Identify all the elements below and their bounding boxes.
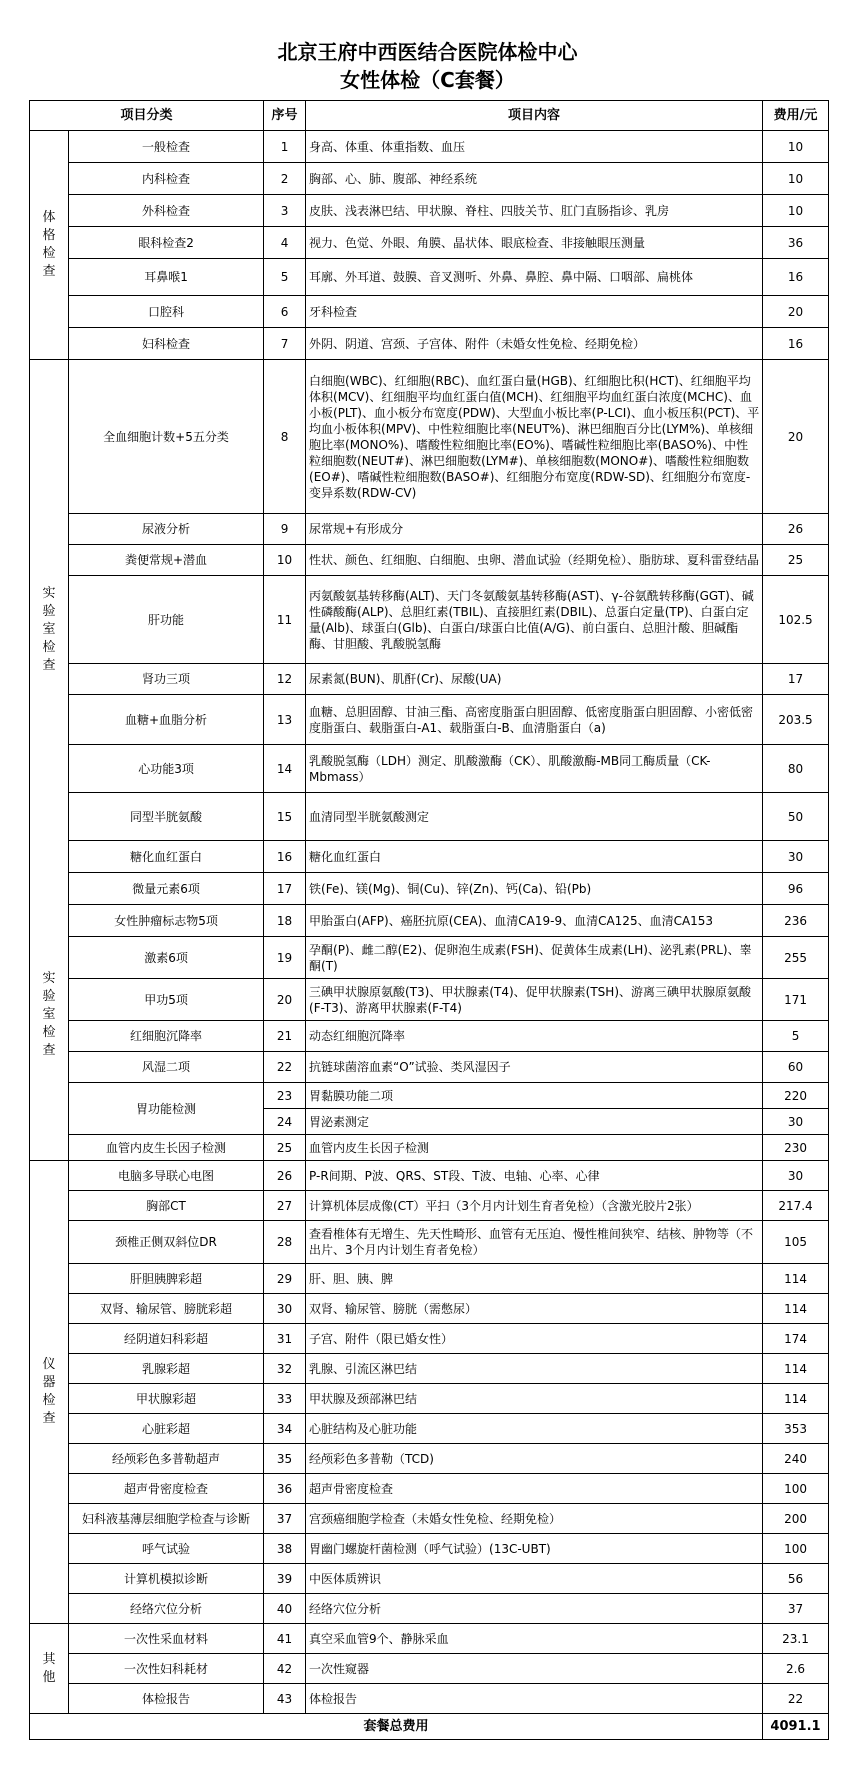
item-content: 耳廓、外耳道、鼓膜、音叉测听、外鼻、鼻腔、鼻中隔、口咽部、扁桃体 — [306, 259, 763, 296]
group-lab-exam — [30, 360, 69, 1161]
item-fee: 5 — [763, 1021, 829, 1052]
table-row — [30, 131, 829, 163]
item-fee: 96 — [763, 873, 829, 905]
group-label: 实验室检查 — [42, 586, 56, 673]
table-row — [30, 1534, 829, 1564]
table-row — [30, 296, 829, 328]
item-name: 心功能3项 — [69, 745, 264, 793]
table-row — [30, 1684, 829, 1714]
column-header-fee: 费用/元 — [763, 101, 829, 131]
table-row — [30, 1354, 829, 1384]
item-content: 甲状腺及颈部淋巴结 — [306, 1384, 763, 1414]
item-content: 中医体质辨识 — [306, 1564, 763, 1594]
item-seq: 20 — [264, 979, 306, 1021]
item-name: 呼气试验 — [69, 1534, 264, 1564]
item-content: 计算机体层成像(CT）平扫（3个月内计划生育者免检）（含激光胶片2张） — [306, 1191, 763, 1221]
item-seq: 38 — [264, 1534, 306, 1564]
table-row — [30, 664, 829, 695]
item-name: 甲状腺彩超 — [69, 1384, 264, 1414]
table-row — [30, 1264, 829, 1294]
table-row — [30, 1294, 829, 1324]
item-content: 血管内皮生长因子检测 — [306, 1135, 763, 1161]
table-row — [30, 1052, 829, 1083]
table-row — [30, 1444, 829, 1474]
item-fee: 200 — [763, 1504, 829, 1534]
item-fee: 60 — [763, 1052, 829, 1083]
group-label: 仪器检查 — [42, 1357, 56, 1426]
item-name: 肾功三项 — [69, 664, 264, 695]
table-row — [30, 841, 829, 873]
item-name: 粪便常规+潜血 — [69, 545, 264, 576]
item-content: 甲胎蛋白(AFP)、癌胚抗原(CEA)、血清CA19-9、血清CA125、血清CA153 — [306, 905, 763, 937]
item-fee: 50 — [763, 793, 829, 841]
item-seq: 31 — [264, 1324, 306, 1354]
item-fee: 102.5 — [763, 576, 829, 664]
item-name: 体检报告 — [69, 1684, 264, 1714]
item-seq: 2 — [264, 163, 306, 195]
item-seq: 26 — [264, 1161, 306, 1191]
item-name: 血管内皮生长因子检测 — [69, 1135, 264, 1161]
item-fee: 105 — [763, 1221, 829, 1264]
item-fee: 56 — [763, 1564, 829, 1594]
group-instrument-exam — [30, 1161, 69, 1624]
item-name: 一次性采血材料 — [69, 1624, 264, 1654]
item-fee: 240 — [763, 1444, 829, 1474]
item-fee: 36 — [763, 227, 829, 259]
group-label: 其他 — [42, 1651, 56, 1685]
item-name: 外科检查 — [69, 195, 264, 227]
item-seq: 28 — [264, 1221, 306, 1264]
item-seq: 19 — [264, 937, 306, 979]
item-fee: 30 — [763, 1161, 829, 1191]
item-fee: 230 — [763, 1135, 829, 1161]
item-name: 内科检查 — [69, 163, 264, 195]
table-row — [30, 259, 829, 296]
item-name: 尿液分析 — [69, 514, 264, 545]
item-name: 糖化血红蛋白 — [69, 841, 264, 873]
item-seq: 43 — [264, 1684, 306, 1714]
total-label: 套餐总费用 — [30, 1714, 763, 1740]
item-seq: 3 — [264, 195, 306, 227]
table-row — [30, 1564, 829, 1594]
table-row — [30, 1504, 829, 1534]
item-name: 心脏彩超 — [69, 1414, 264, 1444]
table-row — [30, 745, 829, 793]
table-row — [30, 1083, 829, 1109]
item-content: 尿素氮(BUN)、肌酐(Cr)、尿酸(UA) — [306, 664, 763, 695]
item-name: 妇科检查 — [69, 328, 264, 360]
item-fee: 220 — [763, 1083, 829, 1109]
item-content: 孕酮(P)、雌二醇(E2)、促卵泡生成素(FSH)、促黄体生成素(LH)、泌乳素(PRL)、睾酮(T) — [306, 937, 763, 979]
table-row — [30, 1384, 829, 1414]
total-row — [30, 1714, 829, 1740]
item-seq: 25 — [264, 1135, 306, 1161]
item-seq: 23 — [264, 1083, 306, 1109]
group-physical-exam — [30, 131, 69, 360]
item-name: 口腔科 — [69, 296, 264, 328]
table-row — [30, 1161, 829, 1191]
item-seq: 22 — [264, 1052, 306, 1083]
table-row — [30, 514, 829, 545]
item-content: 乳腺、引流区淋巴结 — [306, 1354, 763, 1384]
item-fee: 80 — [763, 745, 829, 793]
item-content: 丙氨酸氨基转移酶(ALT)、天门冬氨酸氨基转移酶(AST)、γ-谷氨酰转移酶(GGT)、碱性磷酸酶(ALP)、总胆红素(TBIL)、直接胆红素(DBIL)、总蛋白定量(TP)、白蛋白定量(Alb)、球蛋白(Glb)、白蛋白/球蛋白比值(A/G)、前白蛋白、总胆汁酸、胆碱酯酶、甘胆酸、乳酸脱氢酶 — [306, 576, 763, 664]
table-row — [30, 360, 829, 514]
item-fee: 10 — [763, 195, 829, 227]
item-fee: 16 — [763, 259, 829, 296]
item-name: 胸部CT — [69, 1191, 264, 1221]
item-content: 动态红细胞沉降率 — [306, 1021, 763, 1052]
item-content: 心脏结构及心脏功能 — [306, 1414, 763, 1444]
package-title: 女性体检（C套餐） — [340, 68, 515, 92]
item-seq: 18 — [264, 905, 306, 937]
item-content: 胃幽门螺旋杆菌检测（呼气试验）(13C-UBT) — [306, 1534, 763, 1564]
item-name: 风湿二项 — [69, 1052, 264, 1083]
item-content: 视力、色觉、外眼、角膜、晶状体、眼底检查、非接触眼压测量 — [306, 227, 763, 259]
item-seq: 42 — [264, 1654, 306, 1684]
item-content: 性状、颜色、红细胞、白细胞、虫卵、潜血试验（经期免检）、脂肪球、夏科雷登结晶 — [306, 545, 763, 576]
item-name: 颈椎正侧双斜位DR — [69, 1221, 264, 1264]
item-seq: 10 — [264, 545, 306, 576]
table-row — [30, 1221, 829, 1264]
item-name: 激素6项 — [69, 937, 264, 979]
item-name: 电脑多导联心电图 — [69, 1161, 264, 1191]
item-fee: 10 — [763, 131, 829, 163]
item-seq: 7 — [264, 328, 306, 360]
item-fee: 236 — [763, 905, 829, 937]
table-row — [30, 905, 829, 937]
item-seq: 30 — [264, 1294, 306, 1324]
item-name: 经阴道妇科彩超 — [69, 1324, 264, 1354]
item-fee: 30 — [763, 1109, 829, 1135]
item-fee: 23.1 — [763, 1624, 829, 1654]
item-content: 经颅彩色多普勒（TCD) — [306, 1444, 763, 1474]
item-fee: 20 — [763, 360, 829, 514]
item-fee: 203.5 — [763, 695, 829, 745]
column-header-content: 项目内容 — [306, 101, 763, 131]
item-content: 子宫、附件（限已婚女性） — [306, 1324, 763, 1354]
table-row — [30, 1624, 829, 1654]
item-name: 妇科液基薄层细胞学检查与诊断 — [69, 1504, 264, 1534]
item-seq: 9 — [264, 514, 306, 545]
hospital-title: 北京王府中西医结合医院体检中心 — [277, 40, 578, 64]
item-content: 铁(Fe)、镁(Mg)、铜(Cu)、锌(Zn)、钙(Ca)、铅(Pb) — [306, 873, 763, 905]
table-row — [30, 937, 829, 979]
table-row — [30, 1414, 829, 1444]
table-row — [30, 1324, 829, 1354]
item-name: 经颅彩色多普勒超声 — [69, 1444, 264, 1474]
item-fee: 22 — [763, 1684, 829, 1714]
item-name: 乳腺彩超 — [69, 1354, 264, 1384]
item-seq: 35 — [264, 1444, 306, 1474]
item-seq: 12 — [264, 664, 306, 695]
group-label-repeat: 实验室检查 — [42, 971, 56, 1058]
table-row — [30, 163, 829, 195]
exam-package-table — [29, 100, 829, 1740]
item-fee: 20 — [763, 296, 829, 328]
table-row — [30, 576, 829, 664]
item-content: 乳酸脱氢酶（LDH）测定、肌酸激酶（CK）、肌酸激酶-MB同工酶质量（CK-Mbmass） — [306, 745, 763, 793]
item-content: 经络穴位分析 — [306, 1594, 763, 1624]
item-content: 双肾、输尿管、膀胱（需憋尿） — [306, 1294, 763, 1324]
item-fee: 217.4 — [763, 1191, 829, 1221]
item-content: 胸部、心、肺、腹部、神经系统 — [306, 163, 763, 195]
item-fee: 17 — [763, 664, 829, 695]
item-content: 抗链球菌溶血素“O”试验、类风湿因子 — [306, 1052, 763, 1083]
item-name: 甲功5项 — [69, 979, 264, 1021]
item-seq: 15 — [264, 793, 306, 841]
item-fee: 174 — [763, 1324, 829, 1354]
item-content: 体检报告 — [306, 1684, 763, 1714]
table-row — [30, 793, 829, 841]
item-content: 血糖、总胆固醇、甘油三酯、高密度脂蛋白胆固醇、低密度脂蛋白胆固醇、小密低密度脂蛋白、载脂蛋白-A1、载脂蛋白-B、血清脂蛋白（a) — [306, 695, 763, 745]
table-row — [30, 195, 829, 227]
table-row — [30, 545, 829, 576]
item-name: 肝胆胰脾彩超 — [69, 1264, 264, 1294]
item-seq: 37 — [264, 1504, 306, 1534]
item-seq: 40 — [264, 1594, 306, 1624]
item-name: 同型半胱氨酸 — [69, 793, 264, 841]
item-content: 三碘甲状腺原氨酸(T3)、甲状腺素(T4)、促甲状腺素(TSH)、游离三碘甲状腺原氨酸(F-T3)、游离甲状腺素(F-T4) — [306, 979, 763, 1021]
item-seq: 34 — [264, 1414, 306, 1444]
item-seq: 21 — [264, 1021, 306, 1052]
item-name: 眼科检查2 — [69, 227, 264, 259]
item-fee: 16 — [763, 328, 829, 360]
item-fee: 114 — [763, 1384, 829, 1414]
group-other — [30, 1624, 69, 1714]
item-name: 血糖+血脂分析 — [69, 695, 264, 745]
item-name: 经络穴位分析 — [69, 1594, 264, 1624]
table-row — [30, 1021, 829, 1052]
item-seq: 11 — [264, 576, 306, 664]
item-seq: 41 — [264, 1624, 306, 1654]
item-fee: 26 — [763, 514, 829, 545]
item-name: 双肾、输尿管、膀胱彩超 — [69, 1294, 264, 1324]
item-seq: 4 — [264, 227, 306, 259]
item-name: 女性肿瘤标志物5项 — [69, 905, 264, 937]
item-content: 皮肤、浅表淋巴结、甲状腺、脊柱、四肢关节、肛门直肠指诊、乳房 — [306, 195, 763, 227]
item-seq: 36 — [264, 1474, 306, 1504]
item-fee: 100 — [763, 1534, 829, 1564]
item-fee: 100 — [763, 1474, 829, 1504]
item-fee: 10 — [763, 163, 829, 195]
item-seq: 32 — [264, 1354, 306, 1384]
table-row — [30, 227, 829, 259]
item-content: 牙科检查 — [306, 296, 763, 328]
item-content: P-R间期、P波、QRS、ST段、T波、电轴、心率、心律 — [306, 1161, 763, 1191]
item-seq: 33 — [264, 1384, 306, 1414]
item-seq: 13 — [264, 695, 306, 745]
column-header-seq: 序号 — [264, 101, 306, 131]
table-row — [30, 1135, 829, 1161]
item-fee: 255 — [763, 937, 829, 979]
item-name: 计算机模拟诊断 — [69, 1564, 264, 1594]
item-name: 一次性妇科耗材 — [69, 1654, 264, 1684]
item-content: 胃泌素测定 — [306, 1109, 763, 1135]
table-row — [30, 1654, 829, 1684]
item-name: 全血细胞计数+5五分类 — [69, 360, 264, 514]
column-header-category: 项目分类 — [30, 101, 264, 131]
item-fee: 353 — [763, 1414, 829, 1444]
table-row — [30, 1191, 829, 1221]
item-seq: 16 — [264, 841, 306, 873]
item-content: 肝、胆、胰、脾 — [306, 1264, 763, 1294]
item-name: 微量元素6项 — [69, 873, 264, 905]
item-seq: 27 — [264, 1191, 306, 1221]
item-fee: 114 — [763, 1354, 829, 1384]
item-seq: 1 — [264, 131, 306, 163]
item-name: 胃功能检测 — [69, 1083, 264, 1135]
table-header-row — [30, 101, 829, 131]
item-name: 超声骨密度检查 — [69, 1474, 264, 1504]
item-fee: 114 — [763, 1294, 829, 1324]
item-content: 胃黏膜功能二项 — [306, 1083, 763, 1109]
item-seq: 5 — [264, 259, 306, 296]
item-fee: 30 — [763, 841, 829, 873]
item-content: 一次性窥器 — [306, 1654, 763, 1684]
item-seq: 24 — [264, 1109, 306, 1135]
item-fee: 171 — [763, 979, 829, 1021]
item-seq: 8 — [264, 360, 306, 514]
item-seq: 6 — [264, 296, 306, 328]
item-content: 血清同型半胱氨酸测定 — [306, 793, 763, 841]
item-name: 耳鼻喉1 — [69, 259, 264, 296]
item-content: 白细胞(WBC)、红细胞(RBC)、血红蛋白量(HGB)、红细胞比积(HCT)、红细胞平均体积(MCV)、红细胞平均血红蛋白值(MCH)、红细胞平均血红蛋白浓度(MCHC)、血小板(PLT)、血小板分布宽度(PDW)、大型血小板比率(P-LCI)、血小板压积(PCT)、平均血小板体积(MPV)、中性粒细胞比率(NEUT%)、淋巴细胞百分比(LYM%)、单核细胞比率(MONO%)、嗜酸性粒细胞比率(EO%)、嗜碱性粒细胞比率(BASO%)、中性粒细胞数(NEUT#)、淋巴细胞数(LYM#)、单核细胞数(MONO#)、嗜酸性粒细胞数(EO#)、嗜碱性粒细胞数(BASO#)、红细胞分布宽度(RDW-SD)、红细胞分布宽度-变异系数(RDW-CV) — [306, 360, 763, 514]
table-row — [30, 979, 829, 1021]
item-content: 真空采血管9个、静脉采血 — [306, 1624, 763, 1654]
item-content: 查看椎体有无增生、先天性畸形、血管有无压迫、慢性椎间狭窄、结核、肿物等（不出片、3个月内计划生育者免检） — [306, 1221, 763, 1264]
item-fee: 114 — [763, 1264, 829, 1294]
item-content: 超声骨密度检查 — [306, 1474, 763, 1504]
item-name: 红细胞沉降率 — [69, 1021, 264, 1052]
table-row — [30, 1474, 829, 1504]
item-content: 宫颈癌细胞学检查（未婚女性免检、经期免检） — [306, 1504, 763, 1534]
item-fee: 37 — [763, 1594, 829, 1624]
item-name: 一般检查 — [69, 131, 264, 163]
table-row — [30, 873, 829, 905]
item-name: 肝功能 — [69, 576, 264, 664]
total-fee: 4091.1 — [763, 1714, 829, 1740]
item-fee: 25 — [763, 545, 829, 576]
item-content: 糖化血红蛋白 — [306, 841, 763, 873]
table-row — [30, 328, 829, 360]
group-label: 体格检查 — [42, 210, 56, 279]
item-seq: 14 — [264, 745, 306, 793]
table-row — [30, 695, 829, 745]
item-content: 身高、体重、体重指数、血压 — [306, 131, 763, 163]
item-seq: 17 — [264, 873, 306, 905]
item-fee: 2.6 — [763, 1654, 829, 1684]
item-seq: 39 — [264, 1564, 306, 1594]
item-content: 尿常规+有形成分 — [306, 514, 763, 545]
item-content: 外阴、阴道、宫颈、子宫体、附件（未婚女性免检、经期免检） — [306, 328, 763, 360]
table-row — [30, 1594, 829, 1624]
item-seq: 29 — [264, 1264, 306, 1294]
